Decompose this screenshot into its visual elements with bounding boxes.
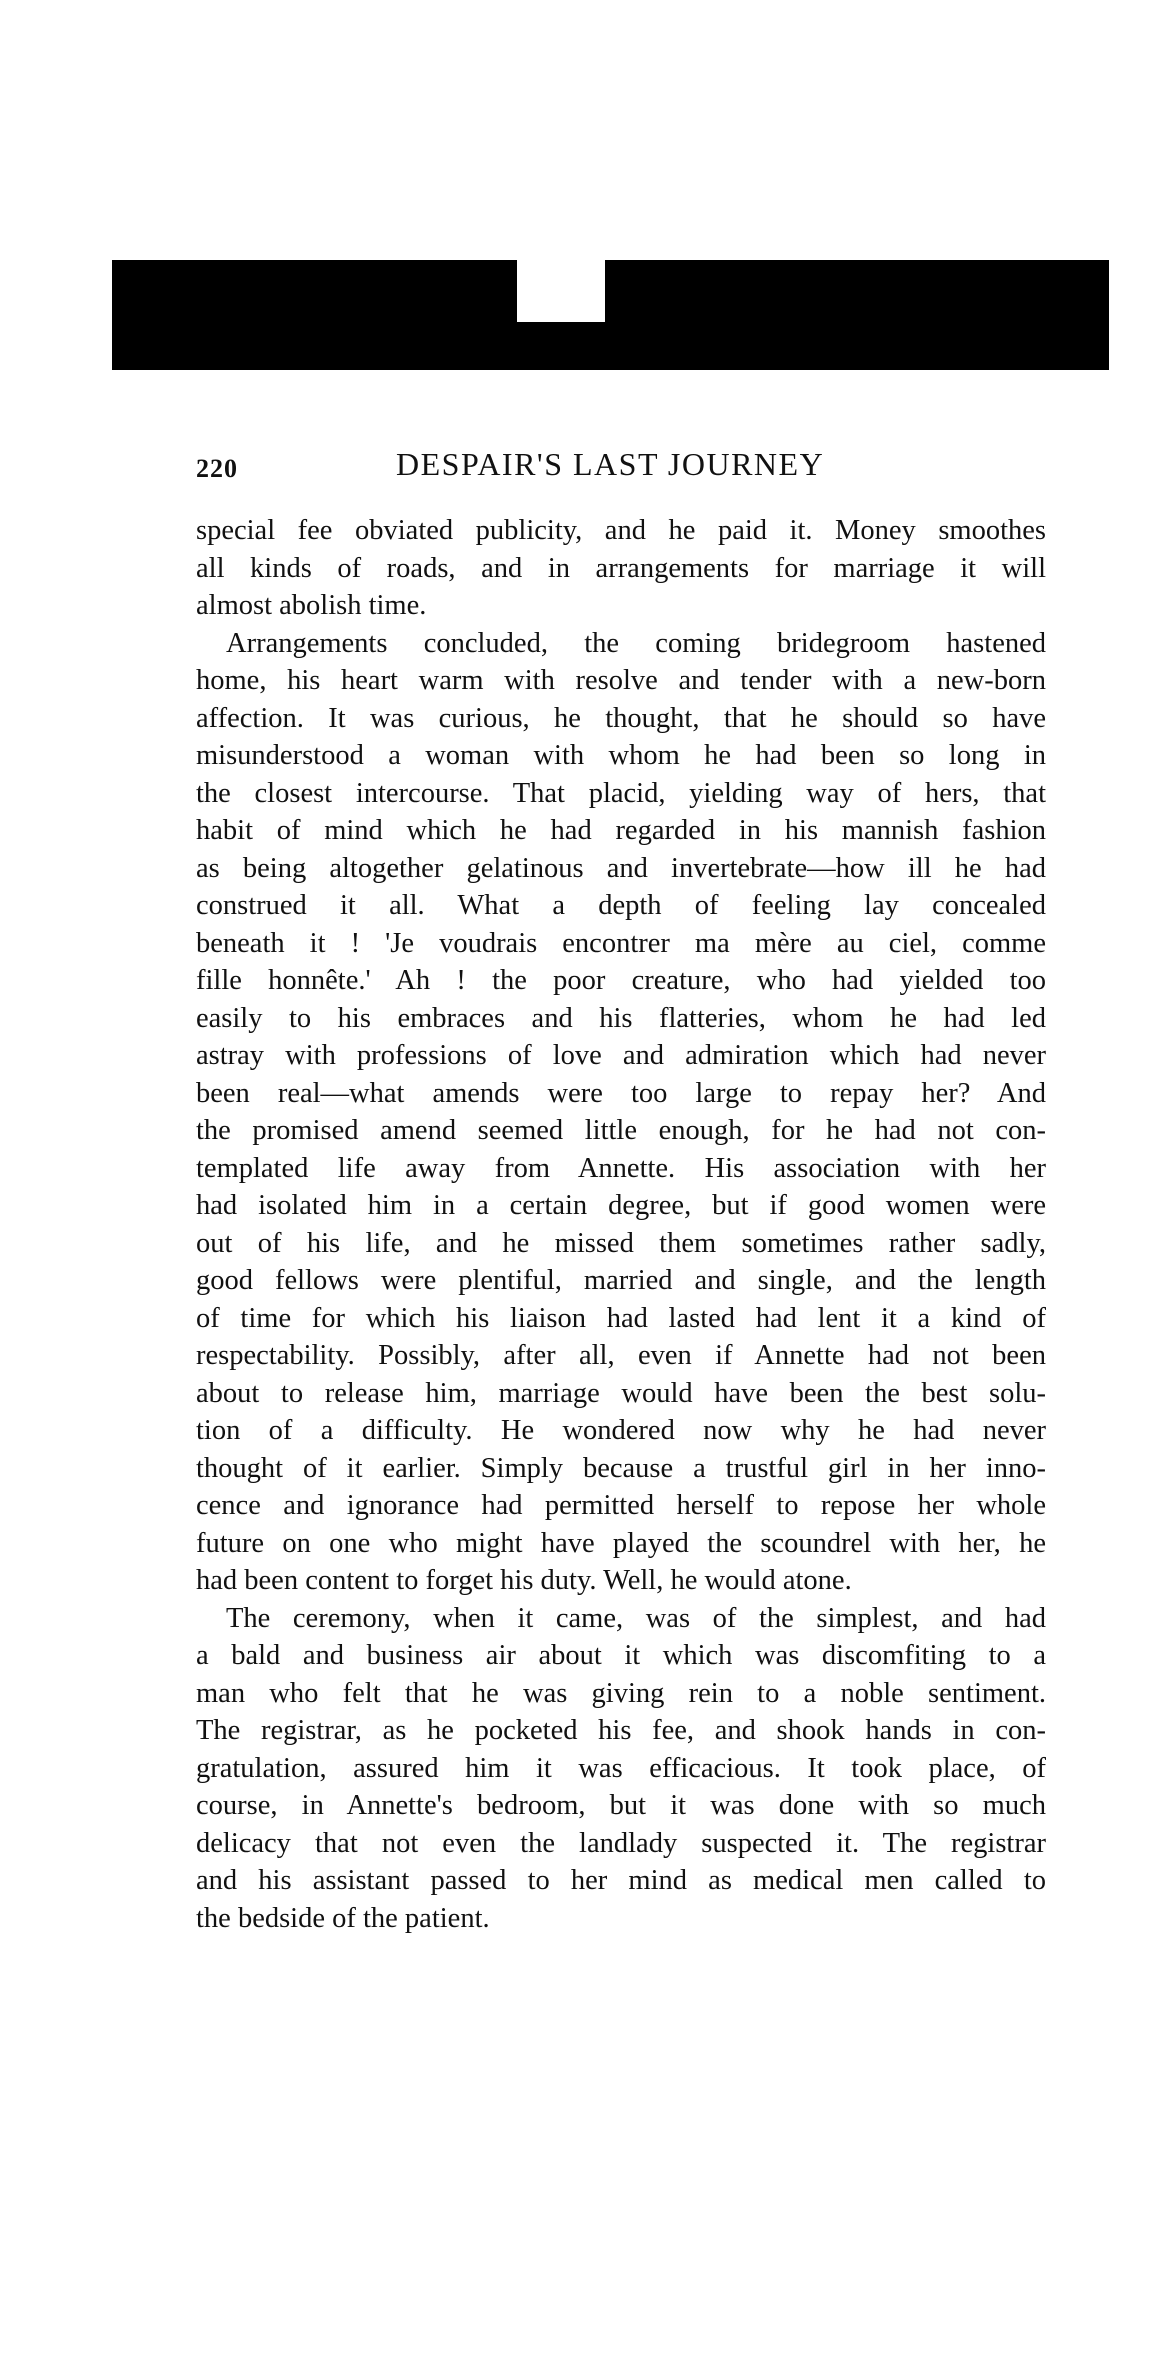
text-line: templated life away from Annette. His association with her — [196, 1152, 1046, 1184]
text-line: and his assistant passed to her mind as medical men called to — [196, 1865, 1046, 1896]
text-line: future on one who might have played the scoundrel with her, he — [196, 1527, 1046, 1559]
text-line: of time for which his liaison had lasted had lent it a kind of — [196, 1302, 1046, 1334]
text-line: gratulation, assured him it was efficacious. It took place, of — [196, 1752, 1046, 1784]
text-line: out of his life, and he missed them sometimes rather sadly, — [196, 1227, 1046, 1259]
text-line: the bedside of the patient. — [196, 1902, 490, 1934]
text-line: The ceremony, when it came, was of the simplest, and had — [226, 1602, 1046, 1634]
text-line: tion of a difficulty. He wondered now why he had never — [196, 1415, 1046, 1446]
text-line: been real—what amends were too large to repay her? And — [196, 1077, 1046, 1109]
text-line: thought of it earlier. Simply because a trustful girl in her inno- — [196, 1452, 1046, 1484]
text-line: as being altogether gelatinous and invertebrate—how ill he had — [196, 852, 1046, 884]
text-line: almost abolish time. — [196, 590, 427, 621]
text-line: home, his heart warm with resolve and tender with a new-born — [196, 665, 1046, 696]
text-line: had isolated him in a certain degree, but if good women were — [196, 1190, 1046, 1221]
text-line: habit of mind which he had regarded in his mannish fashion — [196, 815, 1046, 846]
text-line: The registrar, as he pocketed his fee, and shook hands in con- — [196, 1715, 1046, 1746]
text-line: a bald and business air about it which was discomfiting to a — [196, 1640, 1046, 1671]
text-line: construed it all. What a depth of feeling lay concealed — [196, 890, 1046, 921]
scan-artifact-bar — [112, 260, 1109, 370]
page-number: 220 — [196, 454, 238, 483]
text-line: Arrangements concluded, the coming bridegroom hastened — [226, 627, 1046, 659]
running-head — [196, 446, 1076, 490]
text-line: course, in Annette's bedroom, but it was done with so much — [196, 1790, 1046, 1821]
text-line: cence and ignorance had permitted herself to repose her whole — [196, 1490, 1046, 1521]
text-line: man who felt that he was giving rein to a noble sentiment. — [196, 1677, 1046, 1709]
text-line: fille honnête.' Ah ! the poor creature, who had yielded too — [196, 965, 1046, 996]
text-line: the promised amend seemed little enough, for he had not con- — [196, 1115, 1046, 1146]
scan-artifact-speck — [969, 278, 972, 281]
text-line: misunderstood a woman with whom he had been so long in — [196, 740, 1046, 771]
text-line: delicacy that not even the landlady suspected it. The registrar — [196, 1827, 1046, 1859]
text-line: respectability. Possibly, after all, even if Annette had not been — [196, 1340, 1046, 1371]
text-line: affection. It was curious, he thought, that he should so have — [196, 702, 1046, 734]
scan-artifact-notch — [517, 260, 605, 322]
text-line: the closest intercourse. That placid, yielding way of hers, that — [196, 777, 1046, 809]
text-line: good fellows were plentiful, married and single, and the length — [196, 1265, 1046, 1296]
text-line: beneath it ! 'Je voudrais encontrer ma mère au ciel, comme — [196, 927, 1046, 959]
text-line: had been content to forget his duty. Well, he would atone. — [196, 1565, 852, 1596]
text-line: all kinds of roads, and in arrangements for marriage it will — [196, 552, 1046, 584]
body-text — [196, 512, 1046, 1937]
text-line: special fee obviated publicity, and he paid it. Money smoothes — [196, 515, 1046, 546]
running-title: DESPAIR'S LAST JOURNEY — [396, 446, 825, 482]
text-line: about to release him, marriage would have been the best solu- — [196, 1377, 1046, 1409]
text-line: easily to his embraces and his flatteries, whom he had led — [196, 1002, 1046, 1034]
text-line: astray with professions of love and admiration which had never — [196, 1040, 1046, 1071]
